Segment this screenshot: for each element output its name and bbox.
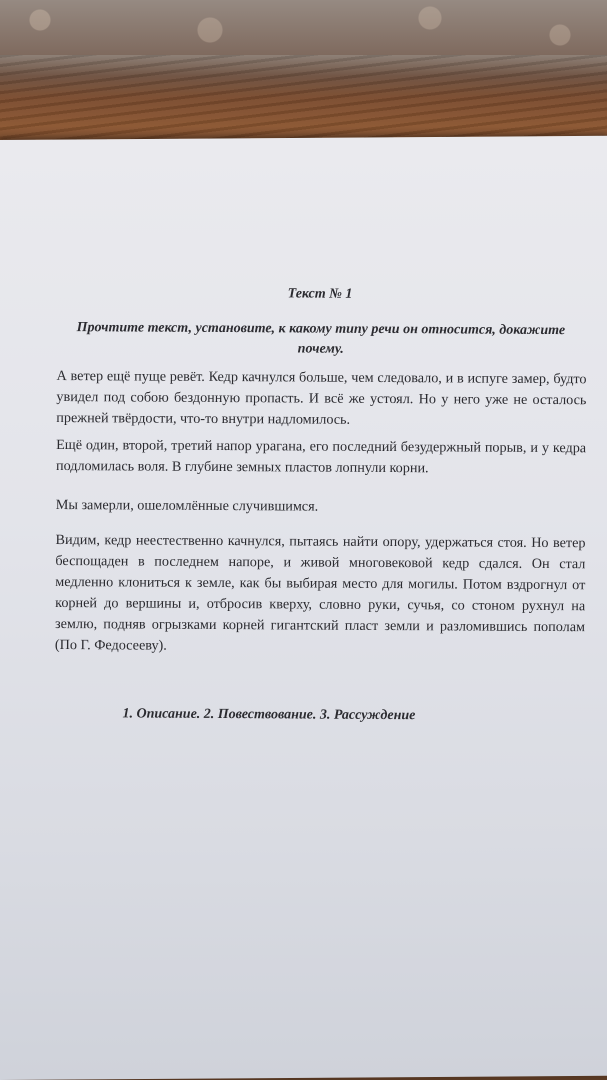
tablecloth-background — [0, 0, 607, 55]
answer-options: 1. Описание. 2. Повествование. 3. Рассуждение — [122, 706, 416, 724]
task-instruction: Прочтите текст, установите, к какому типу речи он относится, докажите почему. — [76, 320, 566, 357]
text-title: Текст № 1 — [287, 286, 353, 302]
paragraph-2: Ещё один, второй, третий напор урагана, его последний безудержный порыв, и у кедра подломилась воля. В глубине земных пластов лопнули корни. — [55, 437, 587, 477]
paragraph-4: Видим, кедр неестественно качнулся, пытаясь найти опору, удержаться стоя. Но ветер беспощаден в последнем напоре, и живой многовековой кедр сдался. Он стал медленно клониться к земле, как бы выбирая место для могилы. Потом вздрогнул от корней до вершины и, отбросив кверху, словно руки, сучья, со стоном рухнул на землю, подняв огрызками корней гигантский пласт земли и разломившись пополам (По Г. Федосееву). — [54, 532, 586, 654]
paragraph-3: Мы замерли, ошеломлённые случившимся. — [55, 497, 319, 515]
paragraph-1: А ветер ещё пуще ревёт. Кедр качнулся больше, чем следовало, и в испуге замер, будто увидел под собою бездонную пропасть. И всё же устоял. Но у него уже не осталось прежней твёрдости, что-то внутри надломилось. — [56, 368, 587, 428]
